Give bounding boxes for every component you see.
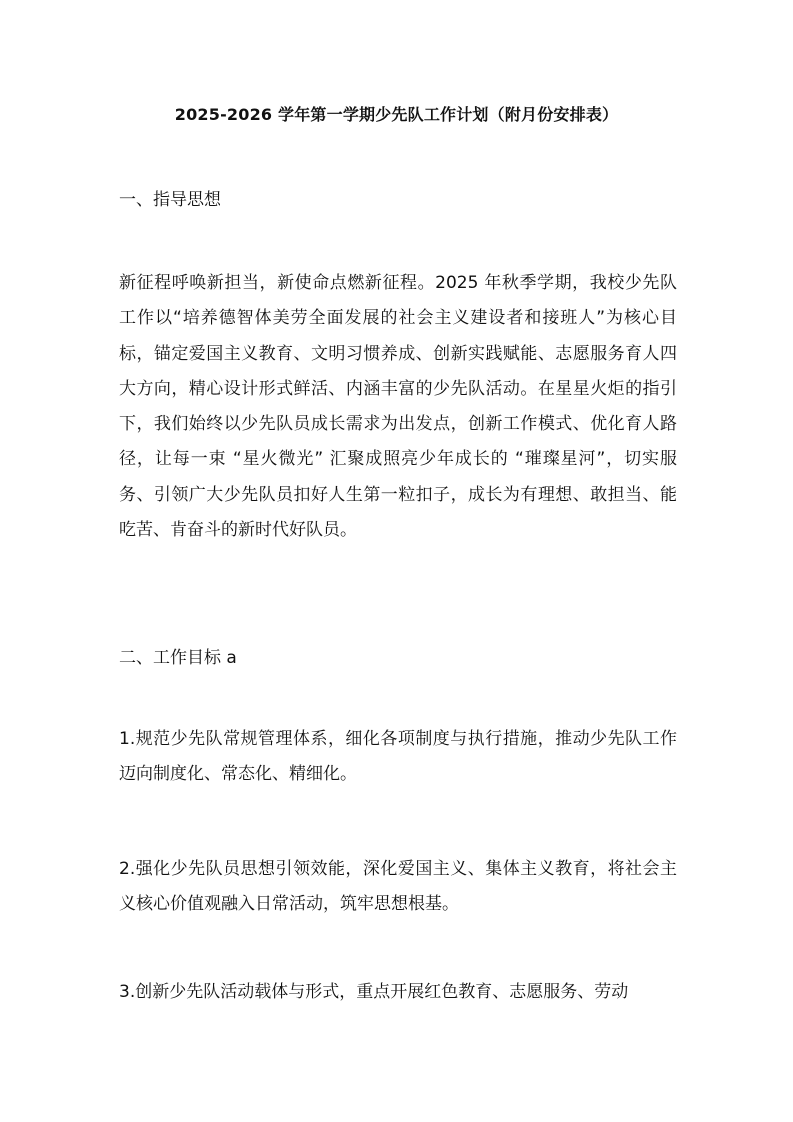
document-title: 2025-2026 学年第一学期少先队工作计划（附月份安排表） — [174, 105, 619, 124]
work-goal-item-3: 3.创新少先队活动载体与形式，重点开展红色教育、志愿服务、劳动 — [119, 982, 629, 1002]
section-heading-work-goals: 二、工作目标 a — [119, 648, 237, 668]
work-goal-item-1: 1.规范少先队常规管理体系，细化各项制度与执行措施，推动少先队工作迈向制度化、常态化、精细化。 — [119, 729, 677, 785]
work-goal-item-2: 2.强化少先队员思想引领效能，深化爱国主义、集体主义教育，将社会主义核心价值观融入日常活动，筑牢思想根基。 — [119, 859, 677, 915]
section-heading-guiding-ideology: 一、指导思想 — [119, 190, 221, 210]
guiding-ideology-paragraph: 新征程呼唤新担当，新使命点燃新征程。2025 年秋季学期，我校少先队工作以“培养德智体美劳全面发展的社会主义建设者和接班人”为核心目标，锚定爱国主义教育、文明习惯养成、创新实践赋能、志愿服务育人四大方向，精心设计形式鲜活、内涵丰富的少先队活动。在星星火炬的指引下，我们始终以少先队员成长需求为出发点，创新工作模式、优化育人路径，让每一束 “星火微光” 汇聚成照亮少年成长的 “璀璨星河”，切实服务、引领广大少先队员扣好人生第一粒扣子，成长为有理想、敢担当、能吃苦、肯奋斗的新时代好队员。 — [119, 273, 677, 541]
